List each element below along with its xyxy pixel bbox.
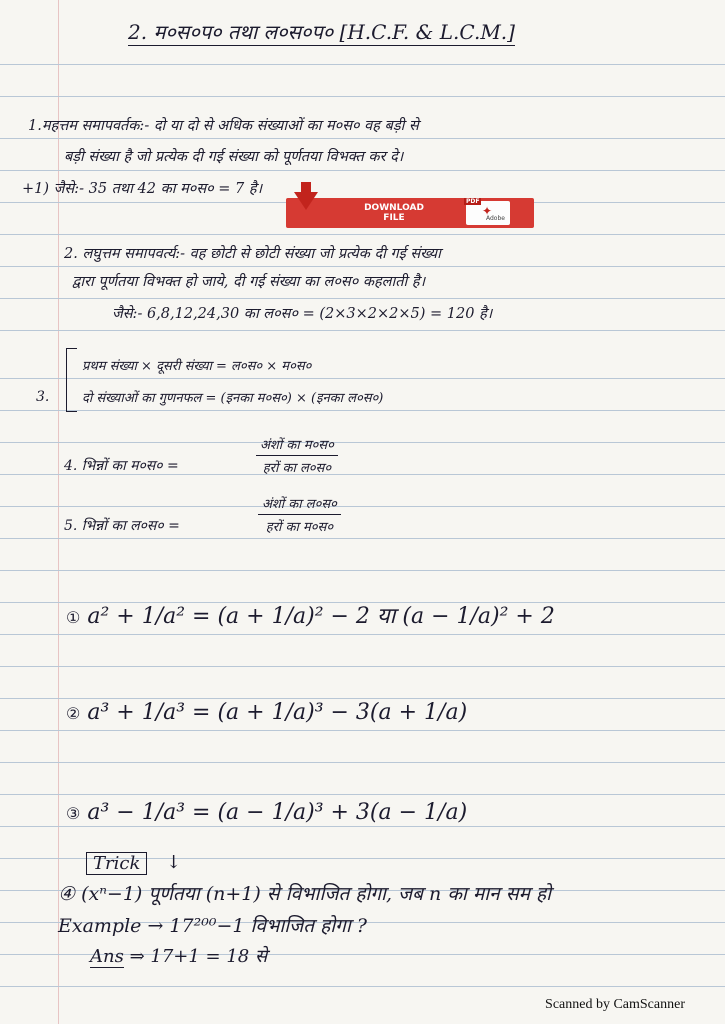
formula-3-expression: a³ − 1/a³ = (a − 1/a)³ + 3(a − 1/a) [87,800,468,825]
rule-4-label: 4. भिन्नों का म०स० = [64,458,179,474]
ruled-line [0,730,725,731]
pdf-icon [466,198,510,225]
formula-2-expression: a³ + 1/a³ = (a + 1/a)³ − 3(a + 1/a) [87,700,468,725]
trick-label: Trick [86,852,147,875]
formula-1-expression: a² + 1/a² = (a + 1/a)² − 2 या (a − 1/a)² + 2 [87,604,555,629]
formula-2-marker: ② [66,704,81,723]
ruled-line [0,410,725,411]
rule-4-numerator: अंशों का म०स० [256,435,338,456]
lcm-example: जैसे:- 6,8,12,24,30 का ल०स० = (2×3×2×2×5) = 120 है। [112,306,493,322]
ruled-line [0,826,725,827]
margin-line [58,0,59,1024]
rule-5-label: 5. भिन्नों का ल०स० = [64,518,180,534]
ruled-line [0,96,725,97]
hcf-definition-line-2: बड़ी संख्या है जो प्रत्येक दी गई संख्या को पूर्णतया विभक्त कर दे। [64,149,404,165]
ruled-line [0,762,725,763]
rule-3-line-1: प्रथम संख्या × दूसरी संख्या = ल०स० × म०स० [82,359,312,374]
hcf-definition-line-1: 1.महत्तम समापवर्तक:- दो या दो से अधिक संख्याओं का म०स० वह बड़ी से [28,118,419,134]
trick-example: Example → 17²⁰⁰−1 विभाजित होगा ? [58,915,367,937]
ruled-line [0,698,725,699]
acrobat-icon: ✦ [482,204,493,218]
rule-5-fraction [258,494,341,535]
trick-rule: ④ (xⁿ−1) पूर्णतया (n+1) से विभाजित होगा, जब n का मान सम हो [58,883,551,905]
ruled-line [0,634,725,635]
download-label-line-1: DOWNLOAD [364,203,424,213]
ruled-line [0,330,725,331]
ruled-line [0,666,725,667]
rule-bracket [66,348,77,412]
download-label-line-2: FILE [383,213,405,223]
trick-answer [90,944,267,968]
page-title: 2. म०स०प० तथा ल०स०प० [H.C.F. & L.C.M.] [128,20,515,44]
ruled-line [0,506,725,507]
rule-5-denominator: हरों का म०स० [265,520,334,535]
rule-4-fraction [256,435,338,476]
formula-1 [66,600,555,630]
hcf-example: +1) जैसे:- 35 तथा 42 का म०स० = 7 है। [22,181,263,197]
ruled-line [0,538,725,539]
trick-arrow-icon: ↓ [166,852,182,873]
ruled-line [0,298,725,299]
formula-1-marker: ① [66,608,81,627]
scanner-watermark: Scanned by CamScanner [545,997,685,1012]
ruled-line [0,64,725,65]
lcm-definition-line-1: 2. लघुत्तम समापवर्त्य:- वह छोटी से छोटी संख्या जो प्रत्येक दी गई संख्या [64,246,441,262]
answer-text: ⇒ 17+1 = 18 से [123,946,268,967]
formula-3 [66,800,467,825]
ruled-line [0,266,725,267]
formula-3-marker: ③ [66,804,81,823]
answer-label: Ans [90,946,124,967]
ruled-line [0,986,725,987]
ruled-line [0,794,725,795]
ruled-line [0,570,725,571]
rule-4-denominator: हरों का ल०स० [262,461,332,476]
adobe-label: Adobe [486,215,505,222]
download-file-button[interactable] [286,198,534,228]
rule-3-number: 3. [36,389,50,405]
formula-2 [66,700,467,725]
rule-5-numerator: अंशों का ल०स० [258,494,341,515]
download-label [344,203,444,223]
rule-3-line-2: दो संख्याओं का गुणनफल = (इनका म०स०) × (इनका ल०स०) [82,391,384,406]
ruled-line [0,378,725,379]
ruled-line [0,138,725,139]
pdf-badge: PDF [466,198,480,205]
ruled-line [0,442,725,443]
ruled-line [0,234,725,235]
download-arrow-icon [294,192,318,210]
lcm-definition-line-2: द्वारा पूर्णतया विभक्त हो जाये, दी गई संख्या का ल०स० कहलाती है। [72,274,426,290]
ruled-line [0,170,725,171]
